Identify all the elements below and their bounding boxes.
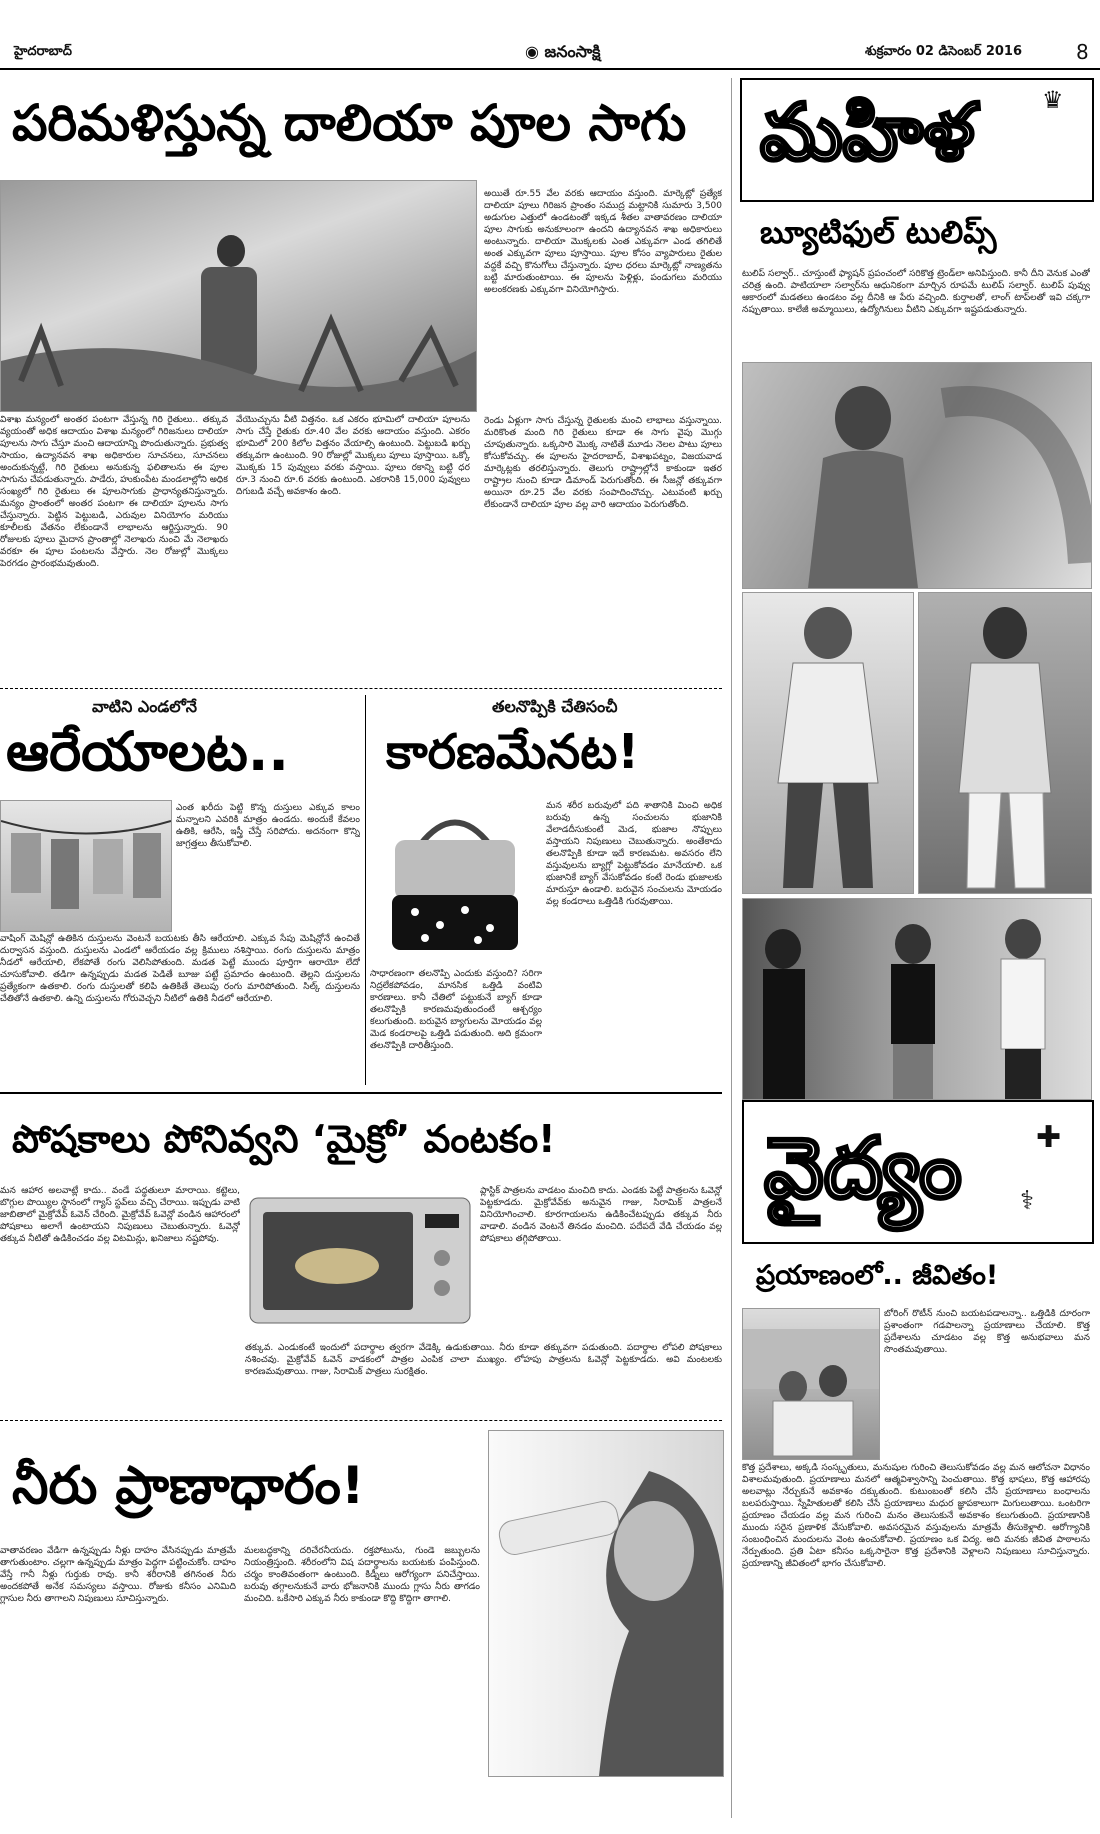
crown-icon: ♛ <box>1042 86 1064 114</box>
stethoscope-icon: ⚕ <box>1020 1186 1035 1216</box>
dry-body: వాషింగ్ మెషిన్లో ఉతికిన దుస్తులను వెంటనే బయటకు తీసి ఆరేయాలి. ఎక్కువ సేపు మెషిన్లోనే ఉంచితే దుర్వాసన వస్తుంది. దుస్తులను ఎండలో ఆరేయడం వల్ల క్రిములు నశిస్తాయి. రంగు దుస్తులను మాత్రం నీడలో ఆరేయాలి, లేకపోతే రంగు వెలిసిపోతుంది. మడత పెట్టే ముందు పూర్తిగా ఆరాయో లేదో చూసుకోవాలి. తడిగా ఉన్నప్పుడు మడత పెడితే బూజు పట్టే ప్రమాదం ఉంటుంది. తెల్లని దుస్తులను ప్రత్యేకంగా ఉతకాలి. రంగు దుస్తులతో కలిపి ఉతికితే తెలుపు రంగు మారిపోతుంది. సిల్క్ దుస్తులను చేతితోనే ఉతకాలి. ఉన్ని దుస్తులను గోరువెచ్చని నీటిలో ఉతికి నీడలో ఆరేయాలి. <box>0 934 360 1004</box>
masthead-date: శుక్రవారం 02 డిసెంబర్ 2016 <box>865 44 1023 59</box>
woman-drinking-water-photo <box>488 1430 724 1777</box>
microwave-column-2: ప్లాస్టిక్ పాత్రలను వాడటం మంచిది కాదు. ఎండకు పెట్టే పాత్రలను ఓవెన్లో పెట్టకూడదు. మైక్రోవేవ్‌కు అనువైన గాజు, సిరామిక్ పాత్రలనే వినియోగించాలి. కూరగాయలను ఉడికించేటప్పుడు తక్కువ నీరు వాడాలి. వండిన వెంటనే తినడం మంచిది. పదేపదే వేడి చేయడం వల్ల పోషకాలు తగ్గిపోతాయి. <box>480 1186 722 1244</box>
tulip-model-photo-3 <box>918 592 1092 894</box>
handbag-kicker: తలనొప్పికి చేతిసంచీ <box>492 697 618 716</box>
masthead-rule <box>0 68 1100 70</box>
tulip-model-photo-4 <box>742 898 1092 1100</box>
column-divider-vertical <box>365 695 366 1085</box>
handbag-illustration <box>370 800 540 965</box>
water-illustration <box>489 1431 723 1776</box>
clothesline-photo <box>0 800 172 932</box>
vaidyam-section-title: వైద్యం <box>764 1119 962 1217</box>
mahila-section-title: మహిళ <box>760 88 975 178</box>
masthead-paper-name <box>525 42 600 65</box>
page-number: 8 <box>1076 40 1089 64</box>
handbag-headline: కారణమేనట! <box>386 724 640 780</box>
section-divider-mid <box>0 1092 722 1094</box>
tulip-model-photo-2 <box>742 592 914 894</box>
vaidyam-section-banner <box>742 1100 1094 1244</box>
masthead-place: హైదరాబాద్ <box>14 44 72 59</box>
microwave-column-1: మన ఆహార అలవాట్లే కాదు.. వండే పద్ధతులూ మారాయి. కట్టెలు, బొగ్గుల పొయ్యిల స్థానంలో గ్యాస్ స్టవ్‌లు వచ్చి చేరాయి. ఇప్పుడు వాటి జాబితాలో మైక్రోవేవ్ ఓవెన్ చేరింది. మైక్రోవేవ్ ఓవెన్లో వండిన ఆహారంలో పోషకాలు అలాగే ఉంటాయని నిపుణులు చెబుతున్నారు. ఓవెన్లో తక్కువ నీటితో ఉడికించడం వల్ల విటమిన్లు, ఖనిజాలు నష్టపోవు. <box>0 1186 240 1244</box>
handbag-body-bottom: సాధారణంగా తలనొప్పి ఎందుకు వస్తుంది? సరిగా నిద్రలేకపోవడం, మానసిక ఒత్తిడి వంటివి కారణాలు. కానీ చేతిలో పట్టుకునే బ్యాగ్ కూడా తలనొప్పికి కారణమవుతుందంటే ఆశ్చర్యం కలుగుతుంది. బరువైన బ్యాగులను మోయడం వల్ల మెడ కండరాలపై ఒత్తిడి పడుతుంది. అది క్రమంగా తలనొప్పికి దారితీస్తుంది. <box>370 969 542 1051</box>
right-column-divider <box>731 78 732 1818</box>
microwave-column-bottom: తక్కువ. ఎండుకంటే ఇందులో పదార్థాల త్వరగా వేడెక్కి ఉడుకుతాయి. నీరు కూడా తక్కువగా పడుతుంది. పదార్థాల లోపలి పోషకాలు నశించవు. మైక్రోవేవ్ ఓవెన్ వాడకంలో పాత్రల ఎంపిక చాలా ముఖ్యం. లోహపు పాత్రలను ఓవెన్లో పెట్టకూడదు. అవి మంటలకు కారణమవుతాయి. గాజు, సిరామిక్ పాత్రలు సురక్షితం. <box>245 1343 722 1377</box>
handbag-body-right: మన శరీర బరువులో పది శాతానికి మించి అధిక బరువు ఉన్న సంచులను భుజానికి వేలాడదీసుకుంటే మెడ, భుజాల నొప్పులు వస్తాయని నిపుణులు చెబుతున్నారు. అంతేకాదు తలనొప్పికి కూడా ఇదే కారణమట. అవసరం లేని వస్తువులను బ్యాగ్లో పెట్టుకోవడం మానేయాలి. ఒక భుజానికే బ్యాగ్ వేసుకోవడం కంటే రెండు భుజాలకు మారుస్తూ ఉండాలి. బరువైన సంచులను మోయడం వల్ల కండరాలు ఒత్తిడికి గురవుతాయి. <box>546 801 722 907</box>
mahila-section-banner <box>740 78 1094 202</box>
water-column-1: వాతావరణం వేడిగా ఉన్నప్పుడు నీళ్లు దాహం వేసినప్పుడు మాత్రమే తాగుతుంటాం. చల్లగా ఉన్నప్పుడు మాత్రం పెద్దగా పట్టించుకోం. దాహం వేస్తే గానీ నీళ్లు గుర్తుకు రావు. కానీ శరీరానికి తగినంత నీరు అందకపోతే అనేక సమస్యలు వస్తాయి. రోజుకు కనీసం ఎనిమిది గ్లాసుల నీరు తాగాలని నిపుణులు సూచిస్తున్నారు. <box>0 1546 236 1604</box>
dahlia-column-1: విశాఖ మన్యంలో అంతర పంటగా వేస్తున్న గిరి రైతులు.. తక్కువ వ్యయంతో అధిక ఆదాయం విశాఖ మన్యంలో గిరిజనులు దాలియా పూలను సాగు చేస్తూ మంచి ఆదాయాన్ని పొందుతున్నారు. ప్రభుత్వ సాయం, ఉద్యానవన శాఖ అధికారుల సూచనలు, సూచనలు అందుకున్నట్టే, గిరి రైతులు అనుకున్న ఫలితాలను ఈ పూల సాగును చేపడుతున్నారు. పాడేరు, హుకుంపేట మండలాల్లోని అధిక సంఖ్యలో గిరి రైతులు ఈ పూలసాగుకు ప్రాధాన్యతనిస్తున్నారు. మన్యం ప్రాంతంలో అంతర పంటగా ఈ దాలియా పూలను సాగు చేస్తున్నారు. పెట్టిన పెట్టుబడి, ఎరువుల వినియోగం మరియు కూలీలకు వేతనం లేకుండానే లాభాలను ఆర్జిస్తున్నారు. 90 రోజులకు పూలు మైదాన ప్రాంతాల్లో నెలాఖరు నుంచి మే నెలాఖరు వరకూ ఈ పూల పంటలను వేస్తారు. నెల రోజుల్లో మొక్కలు పెరగడం ప్రారంభమవుతుంది. <box>0 415 228 569</box>
travel-body-top: బోరింగ్ రొటీన్ నుంచి బయటపడాలన్నా.. ఒత్తిడికి దూరంగా ప్రశాంతంగా గడపాలన్నా ప్రయాణాలు చేయాలి. కొత్త ప్రదేశాలను చూడటం వల్ల కొత్త అనుభవాలు మన సొంతమవుతాయి. <box>884 1309 1090 1355</box>
microwave-divider <box>0 1420 722 1421</box>
paper-name-text: జనంసాక్షి <box>544 42 601 61</box>
microwave-oven-photo <box>245 1188 475 1338</box>
travel-illustration <box>743 1309 879 1459</box>
dahlia-column-4: రెండు ఏళ్లుగా సాగు చేస్తున్న రైతులకు మంచి లాభాలు వస్తున్నాయి. మరికొంత మంది గిరి రైతులు కూడా ఈ సాగు వైపు మొగ్గు చూపుతున్నారు. ఒక్కసారి మొక్క నాటితే మూడు నెలల పాటు పూలు కోసుకోవచ్చు. ఈ పూలను హైదరాబాద్, విశాఖపట్నం, విజయవాడ మార్కెట్లకు తరలిస్తున్నారు. తెలుగు రాష్ట్రాల్లోనే కాకుండా ఇతర రాష్ట్రాల నుంచి కూడా డిమాండ్ పెరుగుతోంది. ఈ సీజన్లో తక్కువగా అయినా రూ.25 వేల వరకు సంపాదించొచ్చు. ఎటువంటి ఖర్చు లేకుండానే దాలియా పూల వల్ల వారి ఆదాయం పెరుగుతోంది. <box>484 416 722 510</box>
dahlia-headline: పరిమళిస్తున్న దాలియా పూల సాగు <box>12 94 687 152</box>
dahlia-divider <box>0 688 722 689</box>
dry-kicker: వాటిని ఎండలోనే <box>92 697 197 716</box>
paper-logo-icon: ◉ <box>525 42 539 61</box>
clothesline-illustration <box>1 801 171 931</box>
water-column-2: మలబద్ధకాన్ని దరిచేరనీయదు. రక్తపోటును, గుండె జబ్బులను నియంత్రిస్తుంది. శరీరంలోని విష పదార్థాలను బయటకు పంపిస్తుంది. చర్మం కాంతివంతంగా ఉంటుంది. కిడ్నీలు ఆరోగ్యంగా పనిచేస్తాయి. బరువు తగ్గాలనుకునే వారు భోజనానికి ముందు గ్లాసు నీరు తాగడం మంచిది. ఒకేసారి ఎక్కువ నీరు కాకుండా కొద్ది కొద్దిగా తాగాలి. <box>244 1546 480 1604</box>
travel-body: కొత్త ప్రదేశాలు, అక్కడి సంస్కృతులు, మనుషుల గురించి తెలుసుకోవడం వల్ల మన ఆలోచనా విధానం విశాలమవుతుంది. ప్రయాణాలు మనలో ఆత్మవిశ్వాసాన్ని పెంచుతాయి. కొత్త భాషలు, కొత్త ఆహారపు అలవాట్లు నేర్చుకునే అవకాశం దక్కుతుంది. కుటుంబంతో కలిసి చేసే ప్రయాణాలు బంధాలను బలపరుస్తాయి. స్నేహితులతో కలిసి చేసే ప్రయాణాలు మధుర జ్ఞాపకాలుగా మిగులుతాయి. ఒంటరిగా ప్రయాణం చేయడం వల్ల మన గురించి మనం తెలుసుకునే అవకాశం కలుగుతుంది. ప్రయాణానికి ముందు సరైన ప్రణాళిక వేసుకోవాలి. అవసరమైన వస్తువులను మాత్రమే తీసుకెళ్లాలి. ఆరోగ్యానికి సంబంధించిన మందులను వెంట ఉంచుకోవాలి. ప్రయాణం ఒక విద్య. అది మనకు జీవిత పాఠాలను నేర్పుతుంది. ప్రతి ఏటా కనీసం ఒక్కసారైనా కొత్త ప్రదేశానికి వెళ్లాలని నిపుణులు సూచిస్తున్నారు. ప్రయాణాన్ని జీవితంలో భాగం చేసుకోవాలి. <box>742 1463 1090 1569</box>
travel-headline: ప్రయాణంలో.. జీవితం! <box>756 1260 999 1291</box>
dahlia-column-2: వేయొచ్చును వీటి విత్తనం. ఒక ఎకరం భూమిలో దాలియా పూలను సాగు చేస్తే రైతుకు రూ.40 వేల వరకు ఆదాయం వస్తుంది. ఎకరం భూమిలో 200 కిలోల విత్తనం వేయాల్సి ఉంటుంది. పెట్టుబడి ఖర్చు తక్కువగా ఉంటుంది. 90 రోజుల్లో మొక్కలు పూలు పూస్తాయి. ఒక్కో మొక్కకు 15 పువ్వులు వరకు వస్తాయి. పూలు రకాన్ని బట్టి ధర రూ.3 నుంచి రూ.6 వరకు ఉంటుంది. ఎకరానికి 15,000 పువ్వులు దిగుబడి వచ్చే అవకాశం ఉంది. <box>236 415 470 497</box>
dry-body-top: ఎంత ఖరీదు పెట్టి కొన్న దుస్తులు ఎక్కువ కాలం మన్నాలని ఎవరికి మాత్రం ఉండదు. అందుకే కేవలం ఉతికి, ఆరేసి, ఇస్త్రీ చేస్తే సరిపోదు. అదనంగా కొన్ని జాగ్రత్తలు తీసుకోవాలి. <box>176 803 360 849</box>
tulips-headline: బ్యూటిఫుల్ టులిప్స్ <box>760 215 997 251</box>
tulip-model-photo-1 <box>742 362 1092 589</box>
tulips-body: టులిప్ సల్వార్.. చూస్తుంటే ఫ్యాషన్ ప్రపంచంలో సరికొత్త ట్రెండ్‌లా అనిపిస్తుంది. కానీ దీని వెనుక ఎంతో చరిత్ర ఉంది. పాటియాలా సల్వార్‌ను ఆధునికంగా మార్చిన రూపమే టులిప్ సల్వార్. టులిప్ పువ్వు ఆకారంలో మడతలు ఉండటం వల్ల దీనికి ఆ పేరు వచ్చింది. కుర్తాలతో, లాంగ్ టాప్‌లతో ఇవి చక్కగా నప్పుతాయి. కాలేజీ అమ్మాయిలు, ఉద్యోగినులు వీటిని ఎక్కువగా ఇష్టపడుతున్నారు. <box>742 269 1090 315</box>
dahlia-field-illustration <box>1 181 476 411</box>
water-headline: నీరు ప్రాణాధారం! <box>12 1456 365 1516</box>
microwave-illustration <box>245 1188 475 1338</box>
model-illustration-2 <box>743 593 913 893</box>
model-illustration-3 <box>919 593 1091 893</box>
model-illustration-1 <box>743 363 1091 588</box>
dry-headline: ఆరేయాలట.. <box>6 720 289 783</box>
handbag-photo <box>370 800 540 965</box>
medical-cross-icon: ✚ <box>1036 1120 1062 1155</box>
dahlia-column-3: అయితే రూ.55 వేల వరకు ఆదాయం వస్తుంది. మార్కెట్లో ప్రత్యేక దాలియా పూలు గిరిజన ప్రాంతం సముద్ర మట్టానికి సుమారు 3,500 అడుగుల ఎత్తులో ఉండటంతో ఇక్కడ శీతల వాతావరణం దాలియా పూల సాగుకు అనుకూలంగా ఉందని ఉద్యానవన శాఖ అధికారులు అంటున్నారు. దాలియా మొక్కలకు ఎంత ఎక్కువగా ఎండ తగిలితే అంత ఎక్కువగా పూలు పూస్తాయి. పూల కోసం వ్యాపారులు రైతుల వద్దకే వచ్చి కొనుగోలు చేస్తున్నారు. పూల ధరలు మార్కెట్లో నాణ్యతను బట్టి మారుతుంటాయి. ఈ పూలను పెళ్లిళ్లు, పండుగలు మరియు అలంకరణకు ఎక్కువగా వినియోగిస్తారు. <box>484 189 722 295</box>
dahlia-farmer-photo <box>0 180 477 412</box>
microwave-headline: పోషకాలు పోనివ్వని ‘మైక్రో’ వంటకం! <box>12 1117 556 1161</box>
travel-couple-photo <box>742 1308 880 1460</box>
model-illustration-4 <box>743 899 1091 1099</box>
